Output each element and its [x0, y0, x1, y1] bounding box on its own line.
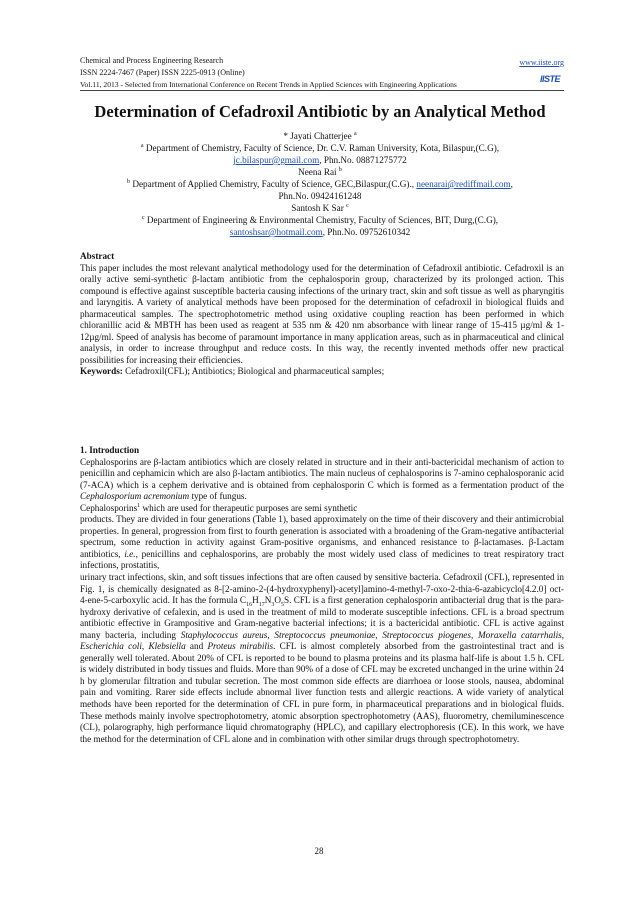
page-number: 28 — [314, 846, 324, 856]
keywords-list: Cefadroxil(CFL); Antibiotics; Biological and pharmaceutical samples; — [122, 366, 385, 377]
journal-name: Chemical and Process Engineering Research — [80, 56, 224, 65]
journal-volume: Vol.11, 2013 - Selected from International Conference on Recent Trends in Applied Sciences with Engineering Applications — [80, 80, 457, 89]
author-3-email-link[interactable]: santoshsar@hotmail.com — [229, 227, 323, 237]
author-1-email-link[interactable]: jc.bilaspur@gmail.com — [233, 155, 320, 165]
journal-issn: ISSN 2224-7467 (Paper) ISSN 2225-0913 (Online) — [80, 68, 245, 77]
author-2-affiliation: $^b$ Department of Applied Chemistry, Faculty of Science, GEC,Bilaspur,(C.G)., neenarai@rediffmail.com, — [127, 178, 513, 189]
keywords-label: Keywords: — [80, 366, 123, 377]
author-2-name: Neena Rai $^b$ — [298, 166, 342, 177]
author-3-contact: santoshsar@hotmail.com, Phn.No. 09752610342 — [229, 227, 411, 237]
introduction-heading: 1. Introduction — [80, 445, 140, 455]
author-3-name: Santosh K Sar $^c$ — [291, 202, 349, 213]
abstract-text: This paper includes the most relevant analytical methodology used for the determination of Cefadroxil antibiotic. Cefadroxil is an orally active semi-synthetic β-lactam antibiotic from the cephalosporin group, characterized by its prolonged action. This compound is effective against susceptible bacteria causing infections of the urinary tract, skin and soft tissue as well as pharyngitis and laryngitis. A variety of analytical methods have been proposed for the determination of cefadroxil in biological fluids and pharmaceutical samples. The spectrophotometric method using oxidative coupling reaction has been performed in which chloranillic acid & MBTH has been used as reagent at 535 nm & 420 nm absorbance with linear range of 15-415 µg/ml & 1-12µg/ml. Speed of analysis has become of paramount importance in many application areas, such as in pharmaceutical and clinical analysis, in order to increase throughput and reduce costs. In this way, the recently invented methods offer new practical possibilities for increasing their efficiencies. — [80, 262, 564, 365]
author-3-affiliation: $^c$ Department of Engineering & Environmental Chemistry, Faculty of Sciences, BIT, Durg,(C.G), — [141, 214, 499, 225]
author-1-contact: jc.bilaspur@gmail.com, Phn.No. 08871275772 — [233, 155, 407, 165]
abstract-heading: Abstract — [80, 251, 115, 261]
header-divider — [80, 90, 564, 91]
abstract-section — [80, 251, 564, 378]
introduction-section — [80, 445, 564, 745]
author-2-phone: Phn.No. 09424161248 — [278, 191, 362, 201]
author-2-email-link[interactable]: neenarai@rediffmail.com — [416, 179, 511, 189]
author-1-affiliation: $^a$ Department of Chemistry, Faculty of Science, Dr. C.V. Raman University, Kota, Bilaspur,(C.G), — [140, 142, 500, 153]
paper-title: Determination of Cefadroxil Antibiotic by an Analytical Method — [94, 102, 546, 121]
intro-paragraph-2: Cephalosporins$^1$ which are used for therapeutic purposes are semi synthetic — [80, 502, 358, 513]
intro-paragraph-4: urinary tract infections, skin, and soft tissues infections that are often caused by sensitive bacteria. Cefadroxil (CFL), represented in Fig. 1, is chemically designated as 8-[2-amino-2-(4-hydroxyphenyl)-acetyl]amino-4-methyl-7-oxo-2-thia-6-azabicyclo[4.2.0] oct-4-ene-5-carboxylic acid. It has the formula $C_{16}H_{17}N_3O_5S$. CFL is a first generation cephalosporin antibacterial drug that is the para-hydroxy derivative of cefalexin, and is used in the treatment of mild to moderate susceptible infections. CFL is a broad spectrum antibiotic effective in Grampositive and Gram-negative bacterial infections; it is a bactericidal antibiotic. CFL is active against many bacteria, including Staphylococcus aureus, Streptococcus pneumoniae, Streptococcus piogenes, Moraxella catarrhalis, Escherichia coli, Klebsiella and Proteus mirabilis. CFL is almost completely absorbed from the gastrointestinal tract and is generally well tolerated. About 20% of CFL is reported to be bound to plasma proteins and its plasma half-life is about 1.5 h. CFL is widely distributed in body tissues and fluids. More than 90% of a dose of CFL may be excreted unchanged in the urine within 24 h by glomerular filtration and tubular secretion. The most common side effects are diarrhoea or loose stools, nausea, abdominal pain and vomiting. Rarer side effects include abnormal liver function tests and allergic reactions. A wide variety of analytical methods have been reported for the determination of CFL in pure form, in pharmaceutical preparations and in biological fluids. These methods mainly involve spectrophotometry, atomic absorption spectrophotometry (AAS), fluorometry, chemiluminescence (CL), polarography, high performance liquid chromatography (HPLC), and capillary electrophoresis (CE). In this work, we have the method for the determination of CFL alone and in combination with other similar drugs through spectrophotometry. — [80, 572, 565, 744]
intro-paragraph-3: products. They are divided in four generations (Table 1), based approximately on the time of their discovery and their antimicrobial properties. In general, progression from first to fourth generation is associated with a broadening of the Gram-negative antibacterial spectrum, some reduction in activity against Gram-positive organisms, and enhanced resistance to β-lactamases. β-Lactam antibiotics, i.e., penicillins and cephalosporins, are probably the most widely used class of medicines to treat respiratory tract infections, prostatitis, — [80, 514, 564, 571]
author-1-name: * Jayati Chatterjee $^a$ — [283, 130, 357, 141]
keywords-line — [80, 366, 564, 378]
intro-paragraph-1: Cephalosporins are β-lactam antibiotics which are closely related in structure and in their anti-bactericidal mechanism of action to penicillin and cephamicin which are also β-lactam antibiotics. The main nucleus of cephalosporins is 7-amino cephalosporanic acid (7-ACA) which is a cephem derivative and is obtained from cephalosporin C which is formed as a fermentation product of the Cephalosporium acremonium type of fungus. — [80, 456, 564, 502]
journal-url-link[interactable]: www.iiste.org — [519, 58, 564, 67]
iiste-logo: IISTE — [540, 74, 561, 84]
